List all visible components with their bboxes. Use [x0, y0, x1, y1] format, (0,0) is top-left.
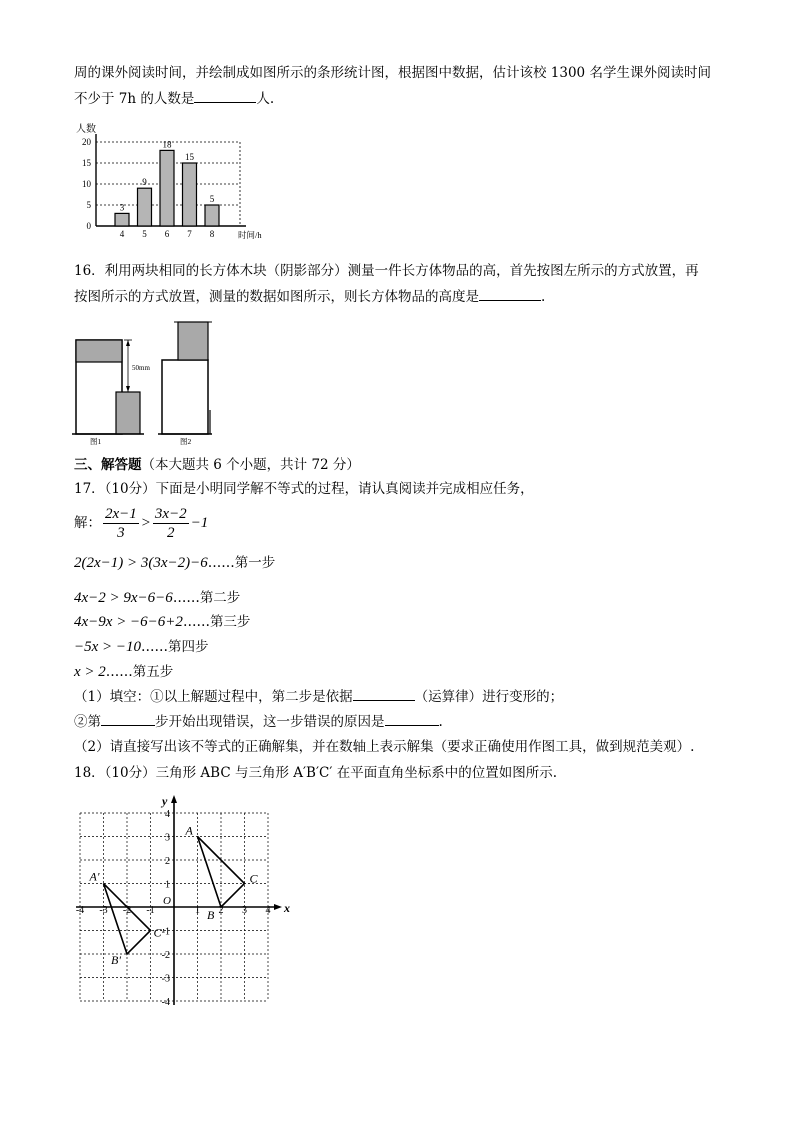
- q17-law-blank[interactable]: [353, 686, 415, 701]
- chart-bar: [160, 150, 174, 226]
- x-tick-label: 1: [195, 905, 200, 916]
- chart-xtick-label: 8: [209, 229, 215, 239]
- q16-line2: 按图所示的方式放置，测量的数据如图所示，则长方体物品的高度是 .: [74, 286, 545, 308]
- fig2-item: [162, 360, 208, 434]
- q17-step2: 4x−2 > 9x−6−6……第二步: [74, 590, 241, 606]
- q17-task3: （2）请直接写出该不等式的正确解集，并在数轴上表示解集（要求正确使用作图工具，做到规范美观）.: [74, 739, 695, 755]
- y-axis-label: y: [162, 794, 168, 808]
- q17-reason-blank[interactable]: [385, 711, 439, 726]
- point-label: B: [207, 908, 215, 922]
- x-tick-label: -3: [99, 905, 108, 916]
- chart-ylabel: 人数: [76, 124, 96, 135]
- point-label: A': [89, 869, 100, 884]
- chart-data-label: 18: [162, 139, 172, 150]
- chart-xlabel: 时间/h: [238, 230, 262, 240]
- y-tick-label: -1: [161, 926, 170, 938]
- chart-ytick-label: 15: [82, 158, 91, 168]
- x-tick-label: -1: [146, 905, 155, 916]
- point-label: C: [249, 871, 258, 886]
- fig1-top-block: [76, 340, 122, 362]
- coordinate-plane: [72, 786, 292, 1008]
- blocks-figure: [72, 318, 222, 446]
- x-tick-label: -2: [122, 905, 132, 916]
- chart-ytick-label: 0: [86, 221, 91, 231]
- point-label: B': [111, 953, 121, 967]
- section3-heading: 三、解答题（本大题共 6 个小题，共计 72 分）: [74, 457, 360, 473]
- chart-ytick-label: 5: [86, 200, 91, 210]
- chart-xtick-label: 6: [164, 229, 170, 239]
- chart-data-label: 5: [209, 194, 215, 204]
- q18-intro: 18．（10分）三角形 ABC 与三角形 A′B′C′ 在平面直角坐标系中的位置如图所示.: [74, 765, 558, 781]
- fig1-caption: 图1: [90, 437, 102, 446]
- chart-bar: [138, 188, 152, 226]
- point-label: A: [185, 823, 193, 838]
- point-label: C': [153, 925, 165, 940]
- chart-bar: [205, 205, 219, 226]
- q17-step1: 2(2x−1) > 3(3x−2)−6……第一步: [74, 555, 276, 571]
- x-tick-label: 2: [218, 905, 224, 916]
- chart-xtick-label: 4: [119, 229, 125, 239]
- x-tick-label: 3: [242, 905, 247, 916]
- origin-label: O: [163, 895, 171, 907]
- chart-bar: [115, 213, 129, 226]
- chart-ytick-label: 10: [82, 179, 91, 189]
- q17-original-inequality: 解： $\frac{2x-1}{3}$ > $\frac{3x-2}{2}$ −1: [74, 506, 209, 541]
- chart-data-label: 3: [119, 202, 125, 213]
- q15-answer-blank[interactable]: [194, 88, 256, 103]
- fig2-caption: 图2: [180, 437, 192, 446]
- bar-chart: [68, 120, 268, 245]
- q17-step3: 4x−9x > −6−6+2……第三步: [74, 614, 251, 630]
- q17-task1: （1）填空：①以上解题过程中，第二步是依据 （运算律）进行变形的；: [74, 686, 563, 708]
- chart-bar: [183, 163, 197, 226]
- q15-line1: 周的课外阅读时间，并绘制成如图所示的条形统计图，根据图中数据，估计该校 1300 名学生课外阅读时间: [74, 65, 711, 81]
- x-axis-label: x: [284, 901, 290, 915]
- triangle-abc: [198, 837, 245, 908]
- chart-xtick-label: 7: [187, 229, 192, 239]
- q16-line1: 16．利用两块相同的长方体木块（阴影部分）测量一件长方体物品的高，首先按图左所示的方式放置，再: [74, 263, 699, 279]
- chart-xtick-label: 5: [142, 229, 147, 239]
- q17-step-blank[interactable]: [101, 711, 155, 726]
- chart-ytick-label: 20: [82, 137, 91, 147]
- y-tick-label: -3: [161, 973, 170, 985]
- q16-answer-blank[interactable]: [479, 286, 541, 301]
- chart-data-label: 9: [142, 177, 147, 188]
- y-tick-label: -4: [161, 997, 170, 1008]
- q17-task2: ②第 步开始出现错误，这一步错误的原因是 .: [74, 711, 443, 733]
- q17-step4: −5x > −10……第四步: [74, 639, 209, 655]
- y-tick-label: 1: [165, 879, 170, 891]
- chart-data-label: 15: [185, 152, 194, 162]
- q17-step5: x > 2……第五步: [74, 664, 174, 680]
- y-axis-arrow: [171, 795, 177, 803]
- y-tick-label: -2: [161, 950, 170, 961]
- q17-intro: 17．（10分）下面是小明同学解不等式的过程，请认真阅读并完成相应任务，: [74, 481, 534, 497]
- y-tick-label: 3: [165, 832, 170, 844]
- fig2-top-block: [178, 322, 208, 360]
- fig1-side-block: [116, 392, 140, 434]
- x-tick-label: 4: [265, 905, 271, 916]
- q15-line2: 不少于 7h 的人数是 人.: [74, 88, 274, 110]
- x-tick-label: -4: [75, 905, 85, 916]
- x-axis-arrow: [274, 904, 282, 910]
- y-tick-label: 2: [165, 856, 170, 867]
- y-tick-label: 4: [165, 809, 170, 820]
- measure-label: 50mm: [132, 364, 150, 372]
